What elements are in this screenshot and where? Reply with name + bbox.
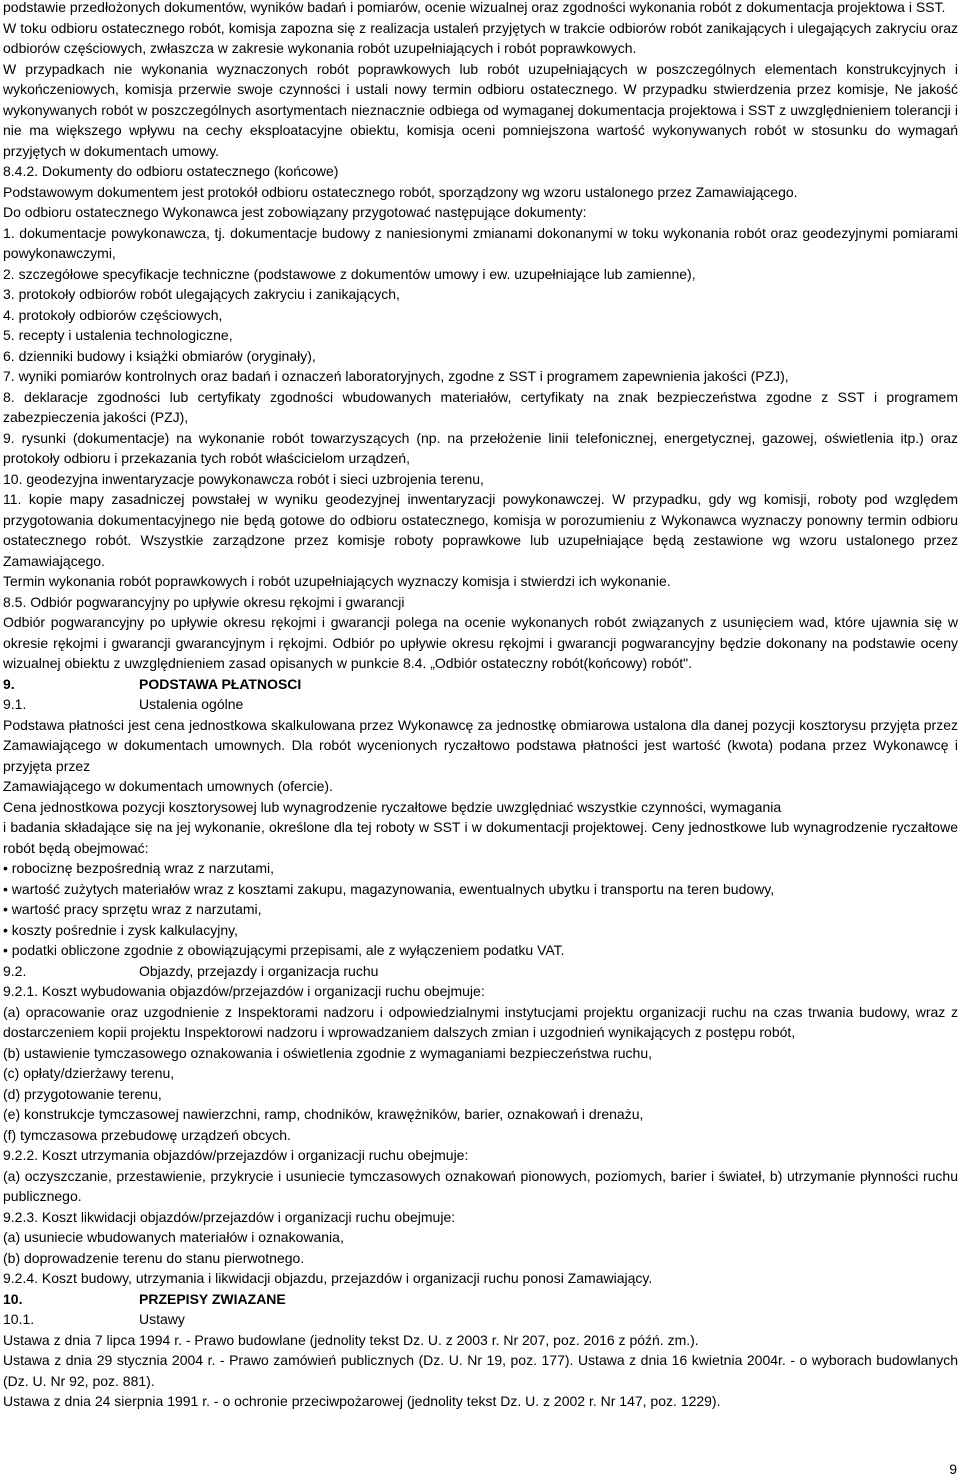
paragraph: Ustawa z dnia 7 lipca 1994 r. - Prawo budowlane (jednolity tekst Dz. U. z 2003 r. Nr 207, poz. 2016 z późń. zm.).: [3, 1331, 699, 1348]
paragraph: (a) opracowanie oraz uzgodnienie z Inspektorami nadzoru i odpowiedzialnymi instytucjami projektu organizacji ruchu na czas trwania budowy, wraz z dostarczeniem kopii projektu Inspektorowi nadzoru i wprowadzaniem dalszych zmian i uzgodnień wynikających z postępu robót,: [3, 1003, 958, 1040]
paragraph: (c) opłaty/dzierżawy terenu,: [3, 1065, 175, 1081]
paragraph: 8.5. Odbiór pogwarancyjny po upływie okresu rękojmi i gwarancji: [3, 593, 405, 610]
paragraph: 3. protokoły odbiorów robót ulegających zakryciu i zanikających,: [3, 286, 400, 302]
paragraph: (d) przygotowanie terenu,: [3, 1085, 162, 1102]
paragraph: podstawie przedłożonych dokumentów, wyników badań i pomiarów, ocenie wizualnej oraz zgodności wykonania robót z dokumentacja projektowa i SST.: [3, 0, 946, 15]
paragraph: Odbiór pogwarancyjny po upływie okresu rękojmi i gwarancji polega na ocenie wykonanych robót związanych z usunięciem wad, które ujawnia się w okresie rękojmi i gwarancji gwarancyjnym i rękojmi. Odbiór po upływie okresu rękojmi i gwarancji pogwarancyjny będzie dokonany na podstawie oceny wizualnej obiektu z uwzględnieniem zasad opisanych w punkcie 8.4. „Odbiór ostateczny robót(końcowy) robót".: [3, 614, 958, 671]
paragraph: 9.2.3. Koszt likwidacji objazdów/przejazdów i organizacji ruchu obejmuje:: [3, 1208, 456, 1225]
paragraph: • podatki obliczone zgodnie z obowiązującymi przepisami, ale z wyłączeniem podatku VAT.: [3, 942, 565, 958]
subsection-title: Objazdy, przejazdy i organizacja ruchu: [139, 962, 379, 979]
subsection-title: Ustalenia ogólne: [139, 696, 244, 712]
paragraph: (f) tymczasowa przebudowę urządzeń obcych.: [3, 1126, 291, 1143]
paragraph: 8. deklaracje zgodności lub certyfikaty zgodności wbudowanych materiałów, certyfikaty na znak bezpieczeństwa zgodne z SST i programem zabezpieczenia jakości (PZJ),: [3, 388, 958, 425]
paragraph: Podstawa płatności jest cena jednostkowa skalkulowana przez Wykonawcę za jednostkę obmiarowa ustalona dla danej pozycji kosztorysu przyjęta przez Zamawiającego w dokumentach umownych. Dla robót wycenionych ryczałtowo podstawa płatności jest wartość (kwota) podana przez Wykonawcę i przyjęta przez: [3, 716, 958, 774]
paragraph: • wartość pracy sprzętu wraz z narzutami,: [3, 901, 262, 917]
subsection-number: 9.1.: [3, 696, 27, 712]
subsection-9-1-heading: [3, 694, 958, 715]
subsection-number: 9.2.: [3, 962, 27, 979]
section-9-heading: [3, 674, 958, 695]
paragraph: 8.4.2. Dokumenty do odbioru ostatecznego (końcowe): [3, 163, 339, 179]
paragraph: • koszty pośrednie i zysk kalkulacyjny,: [3, 921, 238, 938]
document-page: [3, 0, 958, 1412]
text-block-odbior-ostateczny: [3, 0, 958, 674]
paragraph: Ustawa z dnia 24 sierpnia 1991 r. - o ochronie przeciwpożarowej (jednolity tekst Dz. U. z 2002 r. Nr 147, poz. 1229).: [3, 1393, 721, 1409]
paragraph: Ustawa z dnia 29 stycznia 2004 r. - Prawo zamówień publicznych (Dz. U. Nr 19, poz. 177). Ustawa z dnia 16 kwietnia 2004r. - o wyborach budowlanych (Dz. U. Nr 92, poz. 881).: [3, 1352, 958, 1389]
section-number: 9.: [3, 675, 15, 692]
section-number: 10.: [3, 1290, 23, 1307]
paragraph: 11. kopie mapy zasadniczej powstałej w wyniku geodezyjnej inwentaryzacji powykonawczej. W przypadku, gdy wg komisji, roboty pod względem przygotowania dokumentacyjnego nie będą gotowe do odbioru ostatecznego, komisja w porozumieniu z Wykonawca wyznaczy ponowny termin odbioru ostatecznego robót. Wszystkie zarządzone przez komisje roboty poprawkowe lub uzupełniające będą zestawione wg wzoru ustalonego przez Zamawiającego.: [3, 491, 958, 569]
paragraph: Do odbioru ostatecznego Wykonawca jest zobowiązany przygotować następujące dokumenty:: [3, 204, 587, 220]
paragraph: • robociznę bezpośrednią wraz z narzutami,: [3, 860, 275, 876]
paragraph: 9. rysunki (dokumentacje) na wykonanie robót towarzyszących (np. na przełożenie linii telefonicznej, energetycznej, gazowej, oświetlenia itp.) oraz protokoły odbioru i przekazania tych robót właścicielom urządzeń,: [3, 429, 958, 466]
paragraph: 7. wyniki pomiarów kontrolnych oraz badań i oznaczeń laboratoryjnych, zgodne z SST i programem zapewnienia jakości (PZJ),: [3, 368, 789, 384]
subsection-9-2-heading: [3, 961, 958, 982]
paragraph: i badania składające się na jej wykonanie, określone dla tej roboty w SST i w dokumentacji projektowej. Ceny jednostkowe lub wynagrodzenie ryczałtowe robót będą obejmować:: [3, 819, 958, 856]
paragraph: (a) usuniecie wbudowanych materiałów i oznakowania,: [3, 1229, 344, 1245]
paragraph: 9.2.1. Koszt wybudowania objazdów/przejazdów i organizacji ruchu obejmuje:: [3, 983, 485, 999]
subsection-title: Ustawy: [139, 1311, 185, 1327]
paragraph: 9.2.2. Koszt utrzymania objazdów/przejazdów i organizacji ruchu obejmuje:: [3, 1147, 469, 1163]
paragraph: Cena jednostkowa pozycji kosztorysowej lub wynagrodzenie ryczałtowe będzie uwzględniać wszystkie czynności, wymagania: [3, 798, 782, 815]
subsection-10-1-heading: [3, 1309, 958, 1330]
text-block-podstawa-platnosci: [3, 715, 958, 961]
paragraph: (e) konstrukcje tymczasowej nawierzchni, ramp, chodników, krawężników, barier, oznakowań i drenażu,: [3, 1106, 644, 1122]
paragraph: (b) ustawienie tymczasowego oznakowania i oświetlenia zgodnie z wymaganiami bezpieczeństwa ruchu,: [3, 1044, 652, 1061]
paragraph: • wartość zużytych materiałów wraz z kosztami zakupu, magazynowania, ewentualnych ubytku i transportu na teren budowy,: [3, 880, 775, 897]
page-number: 9: [949, 1461, 957, 1477]
paragraph: 10. geodezyjna inwentaryzacje powykonawcza robót i sieci uzbrojenia terenu,: [3, 470, 484, 487]
paragraph: (a) oczyszczanie, przestawienie, przykrycie i usuniecie tymczasowych oznakowań pionowych, poziomych, barier i świateł, b) utrzymanie płynności ruchu publicznego.: [3, 1167, 958, 1204]
subsection-number: 10.1.: [3, 1311, 35, 1327]
paragraph: 9.2.4. Koszt budowy, utrzymania i likwidacji objazdu, przejazdów i organizacji ruchu ponosi Zamawiający.: [3, 1270, 653, 1286]
paragraph: 2. szczegółowe specyfikacje techniczne (podstawowe z dokumentów umowy i ew. uzupełniające lub zamienne),: [3, 265, 696, 282]
paragraph: W przypadkach nie wykonania wyznaczonych robót poprawkowych lub robót uzupełniających w poszczególnych elementach konstrukcyjnych i wykończeniowych, komisja przerwie swoje czynności i ustali nowy termin odbioru ostatecznego. W przypadku stwierdzenia przez komisje, Ne jakość wykonywanych robót w poszczególnych asortymentach nieznacznie odbiega od wymaganej dokumentacja projektowa i SST z uwzględnieniem tolerancji i nie ma większego wpływu na cechy eksploatacyjne obiektu, komisja oceni pomniejszona wartość wykonywanych robót w stosunku do wymagań przyjętych w dokumentach umowy.: [3, 60, 958, 159]
section-title: PODSTAWA PŁATNOSCI: [139, 675, 302, 692]
paragraph: 1. dokumentacje powykonawcza, tj. dokumentacje budowy z naniesionymi zmianami dokonanymi w toku wykonania robót oraz geodezyjnymi pomiarami powykonawczymi,: [3, 224, 958, 261]
paragraph: 6. dzienniki budowy i książki obmiarów (oryginały),: [3, 347, 316, 364]
paragraph: 5. recepty i ustalenia technologiczne,: [3, 327, 233, 343]
paragraph: 4. protokoły odbiorów częściowych,: [3, 306, 223, 323]
section-title: PRZEPISY ZWIAZANE: [139, 1290, 286, 1307]
paragraph: W toku odbioru ostatecznego robót, komisja zapozna się z realizacja ustaleń przyjętych w trakcie odbiorów robót zanikających i ulegających zakryciu oraz odbiorów częściowych, zwłaszcza w zakresie wykonania robót uzupełniających i robót poprawkowych.: [3, 19, 958, 56]
paragraph: (b) doprowadzenie terenu do stanu pierwotnego.: [3, 1249, 305, 1266]
text-block-ustawy: [3, 1330, 958, 1412]
paragraph: Podstawowym dokumentem jest protokół odbioru ostatecznego robót, sporządzony wg wzoru ustalonego przez Zamawiającego.: [3, 183, 798, 200]
section-10-heading: [3, 1289, 958, 1310]
paragraph: Zamawiającego w dokumentach umownych (ofercie).: [3, 778, 333, 794]
paragraph: Termin wykonania robót poprawkowych i robót uzupełniających wyznaczy komisja i stwierdzi ich wykonanie.: [3, 573, 671, 589]
text-block-objazdy: [3, 981, 958, 1289]
